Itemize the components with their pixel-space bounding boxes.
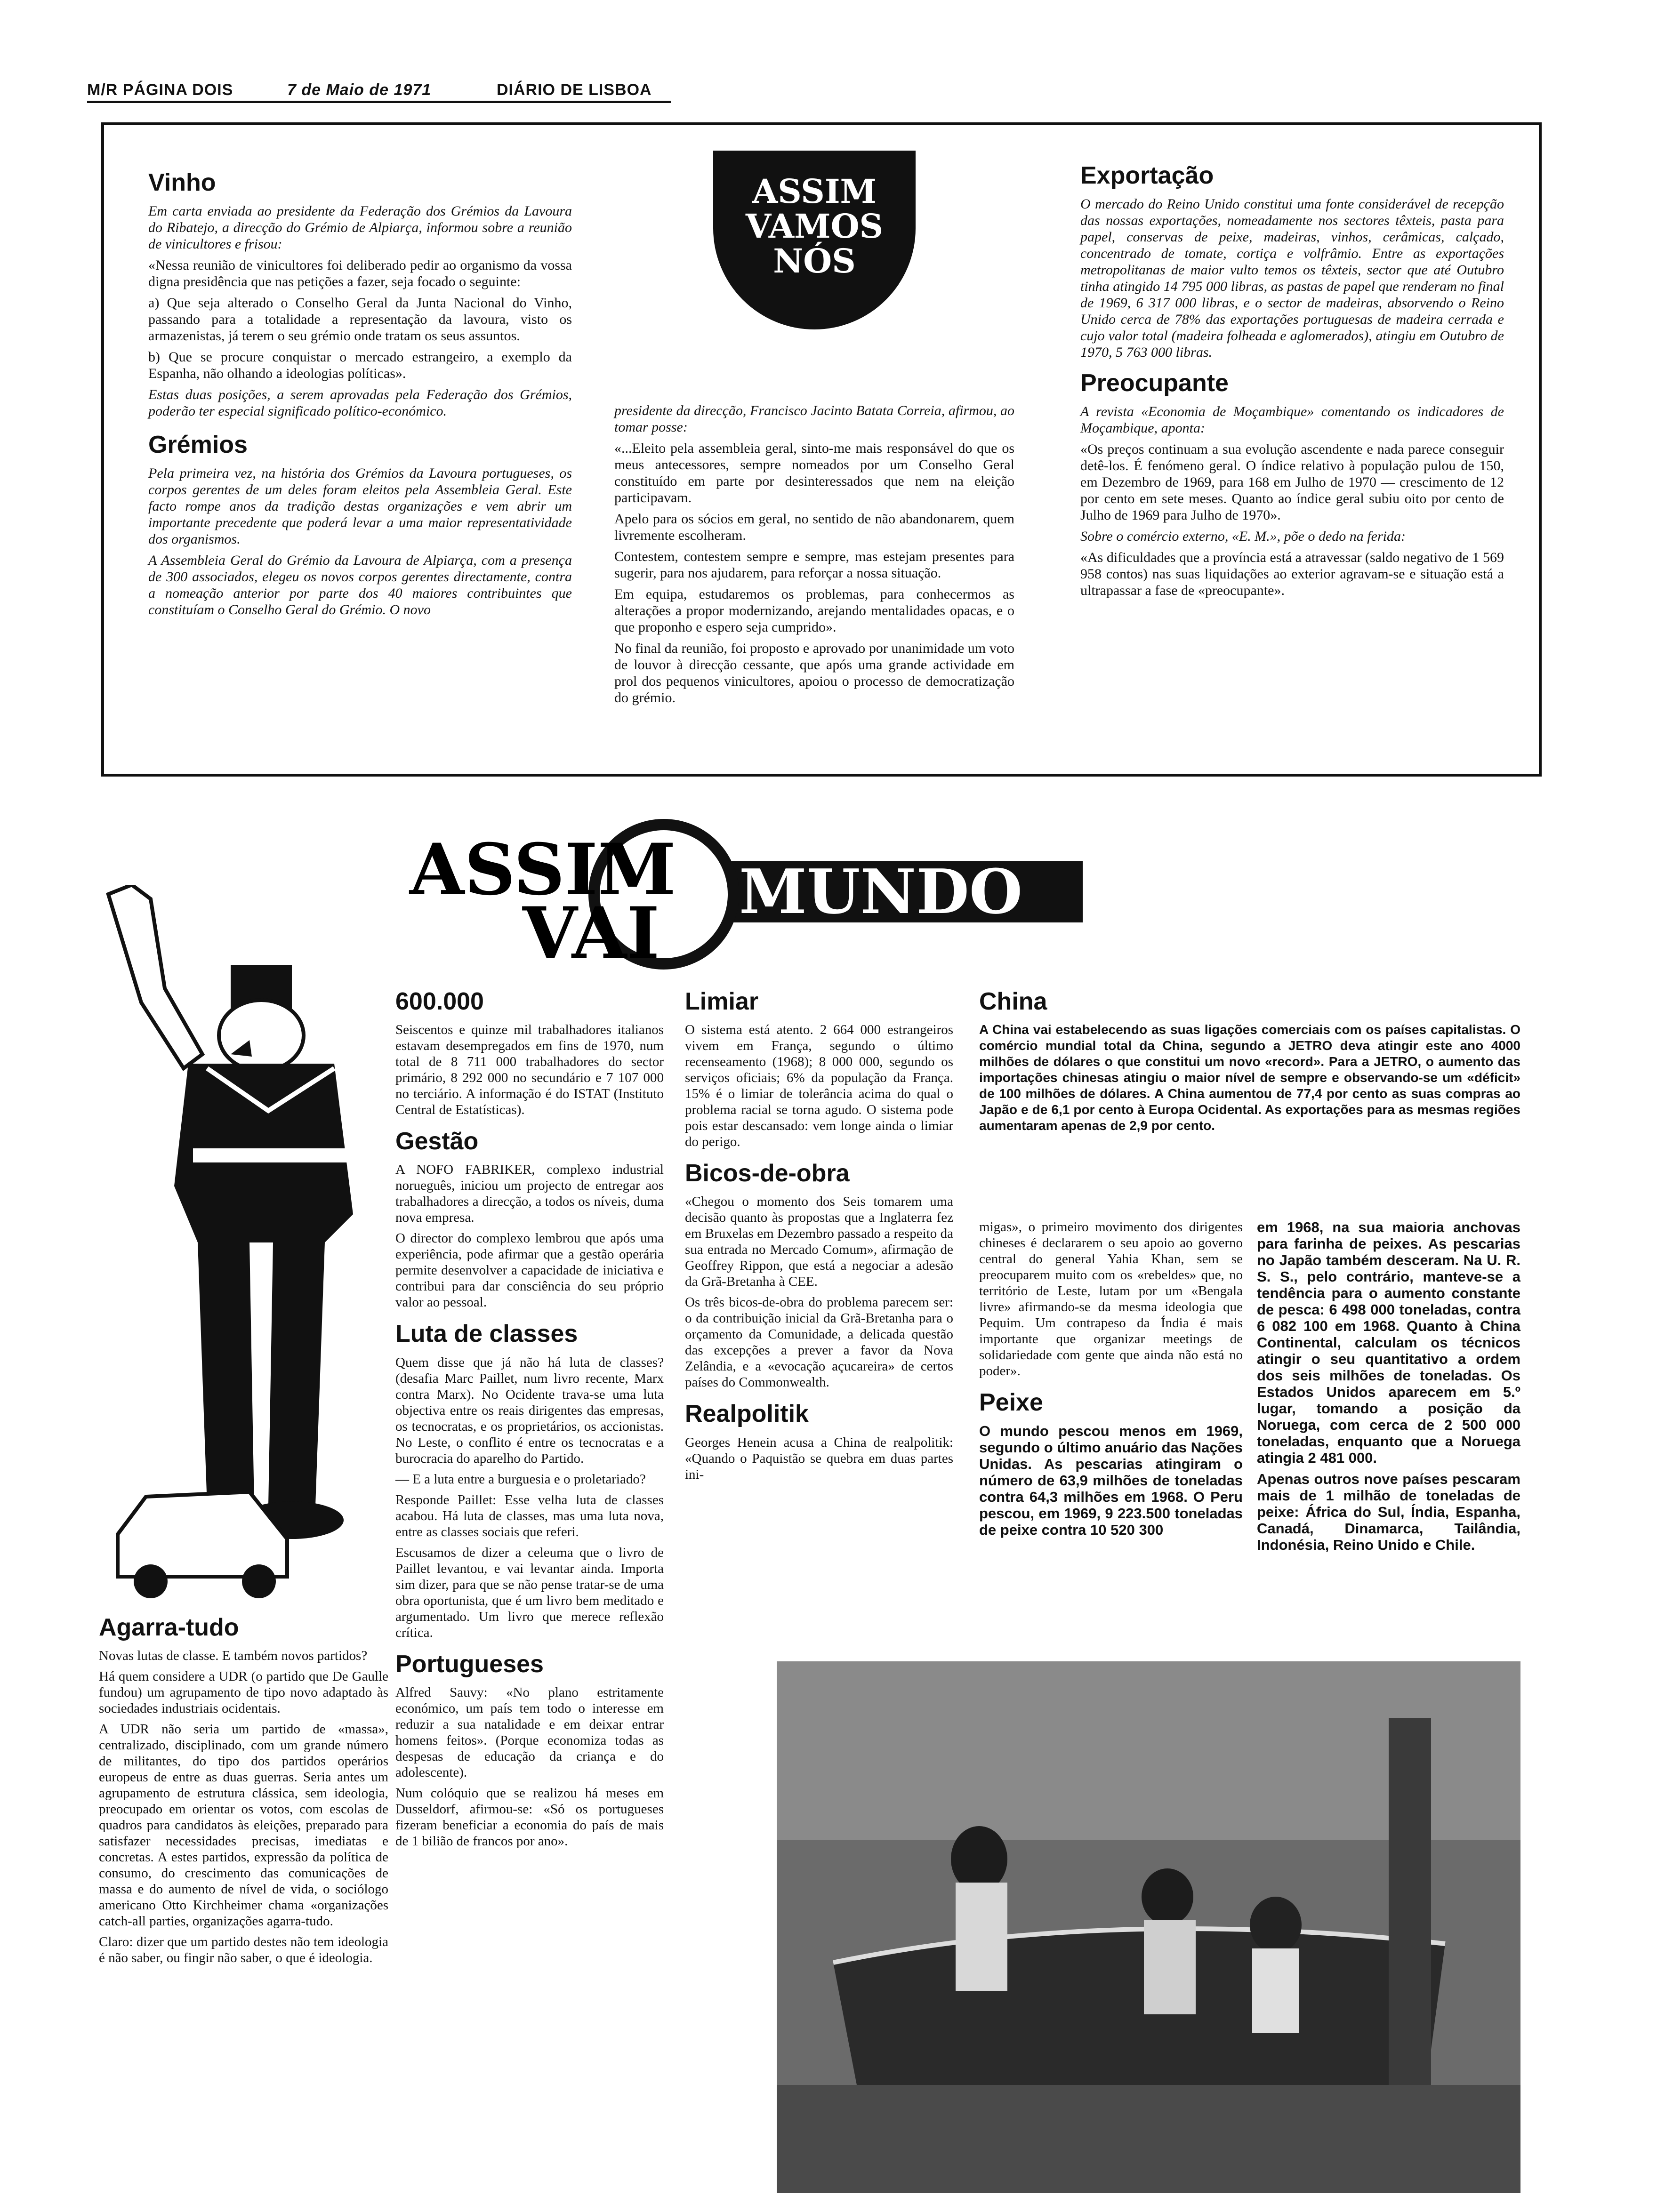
bicos-title: Bicos-de-obra [685, 1160, 850, 1187]
column-vinho [148, 169, 572, 623]
limiar-title: Limiar [685, 988, 759, 1015]
vinho-title: Vinho [148, 169, 216, 196]
middle-p1: presidente da direcção, Francisco Jacinto Batata Correia, afirmou, ao tomar posse: [614, 403, 1014, 435]
column-600000 [395, 988, 664, 1854]
exportacao-title: Exportação [1080, 162, 1214, 189]
portugueses-title: Portugueses [395, 1650, 544, 1678]
header-rule [87, 101, 671, 103]
luta-p4: Escusamos de dizer a celeuma que o livro de Paillet levantou, e vai levantar ainda. Importa sim dizer, para que se não pense tratar-se de uma obra oportunista, que é um livro bem meditado e argumentado. Um livro que merece reflexão crítica. [395, 1545, 664, 1640]
preocupante-title: Preocupante [1080, 369, 1229, 397]
fishermen-photo [777, 1661, 1520, 2193]
assim-vai-o-mundo-banner [400, 817, 1106, 972]
china-lead: A China vai estabelecendo as suas ligações comerciais com os países capitalistas. O comércio mundial total da China, segundo a JETRO deva atingir este ano 4000 milhões de dólares o que constitui um novo «record». Para a JETRO, o aumento das importações chinesas atingiu o maior nível de sempre e observando-se um «déficit» de 100 milhões de dólares. A China aumentou de 77,4 por cento as suas compras ao Japão e de 6,1 por cento à Europa Ocidental. As exportações para as mesmas regiões aumentaram apenas de 2,9 por cento. [979, 1022, 1520, 1133]
vinho-p1: Em carta enviada ao presidente da Federação dos Grémios da Lavoura do Ribatejo, a direcção do Grémio de Alpiarça, informou sobre a reunião de vinicultores e frisou: [148, 203, 572, 252]
preocupante-p3: Sobre o comércio externo, «E. M.», põe o dedo na ferida: [1080, 529, 1406, 545]
gremios-title: Grémios [148, 431, 248, 459]
page-label: M/R PÁGINA DOIS [87, 81, 233, 99]
agarra-p4: Claro: dizer que um partido destes não tem ideologia é não saber, ou fingir não saber, o que é ideologia. [99, 1934, 388, 1966]
middle-p5: Em equipa, estudaremos os problemas, para conhecermos as alterações a propor modernizando, arejando mentalidades opacas, e o que proponho e espero seja cumprido». [614, 586, 1014, 635]
vinho-p2: «Nessa reunião de vinicultores foi deliberado pedir ao organismo da vossa digna presidência que nas petições a fazer, seja focado o seguinte: [148, 257, 572, 290]
badge-word-3: NÓS [773, 241, 856, 281]
china-title: China [979, 988, 1047, 1015]
exportacao-p1: O mercado do Reino Unido constitui uma fonte considerável de recepção das nossas exportações, nomeadamente nos sectores têxteis, pasta para papel, conservas de peixe, madeiras, vinhos, cerâmicas, calçado, concentrado de tomate, cortiça e volfrâmio. Entre as exportações metropolitanas de maior vulto temos os têxteis, sector que até Outubro tinha atingido 14 795 000 libras, as pastas de papel que renderam no final de 1969, 6 317 000 libras, e o sector de madeiras, absorvendo o Reino Unido cerca de 78% das exportações portuguesas de madeira cerrada e cujo valor total (madeira folheada e aglomerados), atingiu em Outubro de 1970, 5 763 000 libras. [1080, 196, 1504, 361]
vinho-p3: a) Que seja alterado o Conselho Geral da Junta Nacional do Vinho, passando para a totalidade a representação da lavoura, visto os armazenistas, já terem o seu grémio onde tratam os seus assuntos. [148, 295, 572, 344]
issue-date: 7 de Maio de 1971 [287, 81, 432, 99]
gremios-p1: Pela primeira vez, na história dos Grémios da Lavoura portugueses, os corpos gerentes de um deles foram eleitos pela Assembleia Geral. Este facto rompe anos da tradição destas organizações e vem abrir um importante precedente que poderá levar a uma maior representatividade dos organismos. [148, 465, 572, 547]
column-limiar [685, 988, 953, 1487]
badge-word-1: ASSIM [752, 172, 877, 211]
agarra-title: Agarra-tudo [99, 1614, 239, 1641]
luta-title: Luta de classes [395, 1320, 578, 1348]
portugueses-p1: Alfred Sauvy: «No plano estritamente económico, um país tem todo o interesse em reduzir a sua natalidade e em deixar entrar homens feitos». (Porque economiza todas as despesas de educação da criança e do adolescente). [395, 1684, 664, 1780]
agarra-p1: Novas lutas de classe. E também novos partidos? [99, 1648, 368, 1664]
limiar-p1: O sistema está atento. 2 664 000 estrangeiros vivem em França, segundo o último recenseamento (1968); 8 000 000, segundo os serviços oficiais; 6% da população da França. 15% é o limiar de tolerância acima do qual o problema racial se torna agudo. O sistema pode pois estar descansado: vem longe ainda o limiar do perigo. [685, 1022, 953, 1150]
preocupante-p2: «Os preços continuam a sua evolução ascendente e nada parece conseguir detê-los. É fenómeno geral. O índice relativo à população pulou de 150, em Dezembro de 1969, para 168 em Julho de 1970 — crescimento de 12 por cento em sete meses. Quanto ao índice geral subiu oito por cento de Julho de 1969 para Julho de 1970». [1080, 441, 1504, 523]
luta-p3: Responde Paillet: Esse velha luta de classes acabou. Há luta de classes, mas uma luta nova, entre as classes sociais que referi. [395, 1492, 664, 1539]
agarra-p2: Há quem considere a UDR (o partido que De Gaulle fundou) um agrupamento de tipo novo adaptado às sociedades industriais ocidentais. [99, 1669, 388, 1716]
preocupante-p1: A revista «Economia de Moçambique» comentando os indicadores de Moçambique, aponta: [1080, 404, 1504, 436]
peixe-p3: Apenas outros nove países pescaram mais de 1 milhão de toneladas de peixe: África do Sul, Índia, Espanha, Canadá, Dinamarca, Tailândia, Indonésia, Reino Unido e Chile. [1257, 1471, 1520, 1553]
column-china-continued [979, 1219, 1243, 1543]
middle-p2: «...Eleito pela assembleia geral, sinto-me mais responsável do que os meus antecessores, sempre nomeados por um Conselho Geral constituído em parte por desinteressados que nem na eleição participavam. [614, 441, 1014, 505]
agarra-p3: A UDR não seria um partido de «massa», centralizado, disciplinado, com um grande número de militantes, do tipo dos partidos operários europeus de entre as duas guerras. Seria antes um agrupamento de estrutura clássica, sem ideologia, preocupado em orientar os votos, com escolas de quadros para candidatos às eleições, preparado para satisfazer necessidades precisas, imediatas e concretas. A estes partidos, expressão da política de consumo, do crescimento das comunicações de massa e do aumento de nível de vida, o sociólogo americano Otto Kirchheimer chama «organizações catch-all parties, organizações agarra-tudo. [99, 1722, 388, 1929]
peixe-p1: O mundo pescou menos em 1969, segundo o último anuário das Nações Unidas. As pescarias atingiram o número de 63,9 milhões de toneladas contra 64,3 milhões em 1968. O Peru pescou, em 1969, 9 223.500 toneladas de peixe contra 10 520 300 [979, 1423, 1243, 1539]
middle-p3: Apelo para os sócios em geral, no sentido de não abandonarem, quem livremente escolheram. [614, 511, 1014, 543]
policeman-cartoon-illustration [89, 885, 391, 1600]
newspaper-name: DIÁRIO DE LISBOA [497, 81, 652, 99]
luta-p1: Quem disse que já não há luta de classes? (desafia Marc Paillet, num livro recente, Marx contra Marx). No Ocidente trava-se uma luta objectiva entre os reais dirigentes das empresas, os tecnocratas, e os proprietários, os accionistas. No Leste, o conflito é entre os tecnocratas e a burocracia do aparelho do Partido. [395, 1354, 664, 1466]
bicos-p1: «Chegou o momento dos Seis tomarem uma decisão quanto às propostas que a Inglaterra fez em Bruxelas em Dezembro passado a respeito da sua entrada no Mercado Comum», afirmação de Geoffrey Rippon, que está a negociar a adesão da Grã-Bretanha à CEE. [685, 1194, 953, 1290]
realpolitik-title: Realpolitik [685, 1400, 809, 1428]
column-peixe-continued [1257, 1219, 1520, 1558]
vinho-p5: Estas duas posições, a serem aprovadas pela Federação dos Grémios, poderão ter especial significado político-económico. [148, 387, 572, 419]
middle-p6: No final da reunião, foi proposto e aprovado por unanimidade um voto de louvor à direcção cessante, que após uma grande actividade em prol dos pequenos vinicultores, apoiou o processo de democratização do grémio. [614, 641, 1014, 705]
banner-assim: ASSIM [410, 828, 676, 911]
preocupante-p4: «As dificuldades que a província está a atravessar (saldo negativo de 1 569 958 contos) nas suas liquidações ao exterior agravam-se e situação está a ultrapassar a fase de «preocupante». [1080, 550, 1504, 599]
badge-word-2: VAMOS [745, 207, 884, 246]
gestao-p1: A NOFO FABRIKER, complexo industrial norueguês, iniciou um projecto de entregar aos trabalhadores a direcção, a todos os níveis, duma nova empresa. [395, 1162, 664, 1226]
middle-p4: Contestem, contestem sempre e sempre, mas estejam presentes para sugerir, para nos ajudarem, para reforçar a nossa situação. [614, 549, 1014, 581]
column-gremios-continued [614, 402, 1014, 711]
column-exportacao [1080, 162, 1504, 603]
bicos-p2: Os três bicos-de-obra do problema parecem ser: o da contribuição inicial da Grã-Bretanha para o orçamento da Comunidade, a delicada questão das excepções a prever a favor da Nova Zelândia, e a «evocação açucareira» de certos países do Commonwealth. [685, 1295, 953, 1390]
column-agarra-tudo [99, 1614, 388, 1971]
peixe-title: Peixe [979, 1389, 1043, 1416]
peixe-p2: em 1968, na sua maioria anchovas para farinha de peixes. As pescarias no Japão também desceram. Na U. R. S. S., pelo contrário, manteve-se a tendência para o aumento constante de pesca: 6 498 000 toneladas, contra 6 082 100 em 1968. Quanto à China Continental, calculam os técnicos atingir o seu quantitativo a ordem dos seis milhões de toneladas. Os Estados Unidos aparecem em 5.º lugar, tomando a posição da Noruega, com cerca de 2 500 000 toneladas, enquanto que a Noruega atingia 2 481 000. [1257, 1219, 1520, 1466]
gestao-p2: O director do complexo lembrou que após uma experiência, pode afirmar que a gestão operária permite desenvolver a capacidade de iniciativa e contribui para dar consciência do seu próprio valor ao pessoal. [395, 1231, 664, 1310]
column-china [979, 988, 1520, 1138]
realpolitik-p1: Georges Henein acusa a China de realpolitik: «Quando o Paquistão se quebra em duas partes ini- [685, 1435, 953, 1482]
c600-title: 600.000 [395, 988, 484, 1015]
china-cont: migas», o primeiro movimento dos dirigentes chineses é declararem o seu apoio ao governo central do general Yahia Khan, sem se preocuparem muito com os «rebeldes» que, no território de Leste, lutam por um «Bengala livre» afirmando-se da mesma ideologia que Pequim. Um contrapeso da Índia é mais importante que organizar meetings de solidariedade com gente que ainda não está no poder». [979, 1219, 1243, 1378]
gestao-title: Gestão [395, 1128, 479, 1155]
vinho-p4: b) Que se procure conquistar o mercado estrangeiro, a exemplo da Espanha, não olhando a ideologias políticas». [148, 349, 572, 382]
banner-vai: VAI [523, 892, 660, 972]
portugueses-p2: Num colóquio que se realizou há meses em Dusseldorf, afirmou-se: «Só os portugueses fizeram beneficiar a economia do país de mais de 1 bilião de francos por ano». [395, 1785, 664, 1849]
fishermen-photo-drawing [777, 1661, 1520, 2193]
banner-mundo: MUNDO [739, 856, 1023, 928]
luta-p2: — E a luta entre a burguesia e o proletariado? [395, 1471, 646, 1487]
gremios-p2: A Assembleia Geral do Grémio da Lavoura de Alpiarça, com a presença de 300 associados, elegeu os novos corpos gerentes directamente, contra a nomeação anterior por parte dos 40 maiores contribuintes que constituíam o Conselho Geral do Grémio. O novo [148, 553, 572, 618]
c600-p1: Seiscentos e quinze mil trabalhadores italianos estavam desempregados em fins de 1970, num total de 8 711 000 trabalhadores do sector primário, 8 292 000 no secundário e 7 107 000 no terciário. A informação é do ISTAT (Instituto Central de Estatísticas). [395, 1022, 664, 1118]
